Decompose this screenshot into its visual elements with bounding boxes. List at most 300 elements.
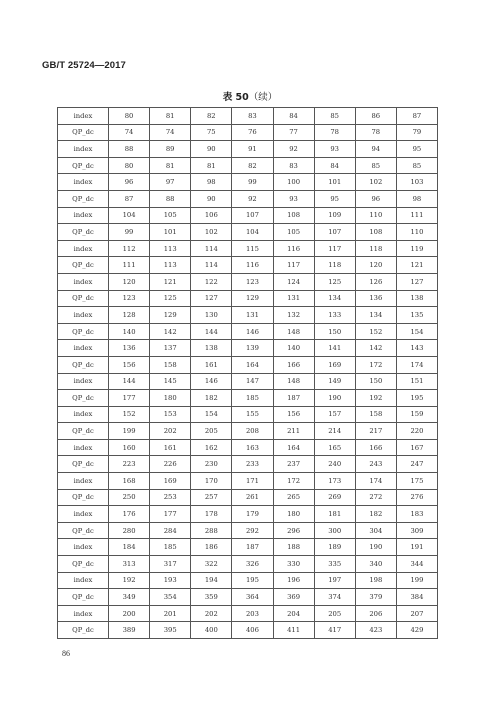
- table-cell: 125: [150, 290, 191, 307]
- table-cell: 138: [191, 340, 232, 357]
- table-cell: 180: [150, 390, 191, 407]
- table-cell: 240: [314, 456, 355, 473]
- table-cell: 193: [150, 572, 191, 589]
- table-cell: 191: [396, 539, 437, 556]
- table-cell: 230: [191, 456, 232, 473]
- row-label-cell: QP_dc: [58, 456, 109, 473]
- table-cell: 276: [396, 489, 437, 506]
- table-cell: 205: [314, 605, 355, 622]
- table-cell: 369: [273, 589, 314, 606]
- table-cell: 164: [273, 439, 314, 456]
- table-cell: 133: [314, 307, 355, 324]
- table-cell: 99: [109, 224, 150, 241]
- table-cell: 220: [396, 423, 437, 440]
- table-cell: 85: [396, 157, 437, 174]
- table-cell: 146: [191, 373, 232, 390]
- table-cell: 147: [232, 373, 273, 390]
- table-cell: 118: [355, 240, 396, 257]
- table-cell: 166: [273, 356, 314, 373]
- table-cell: 207: [396, 605, 437, 622]
- table-cell: 384: [396, 589, 437, 606]
- table-cell: 78: [314, 124, 355, 141]
- row-label-cell: index: [58, 108, 109, 125]
- table-cell: 140: [109, 323, 150, 340]
- table-cell: 116: [232, 257, 273, 274]
- table-cell: 158: [150, 356, 191, 373]
- table-cell: 141: [314, 340, 355, 357]
- table-cell: 335: [314, 556, 355, 573]
- table-row: [58, 589, 438, 606]
- table-cell: 126: [355, 273, 396, 290]
- table-cell: 131: [273, 290, 314, 307]
- row-label-cell: index: [58, 373, 109, 390]
- table-cell: 423: [355, 622, 396, 639]
- table-cell: 155: [232, 406, 273, 423]
- table-row: [58, 124, 438, 141]
- row-label-cell: index: [58, 605, 109, 622]
- row-label-cell: QP_dc: [58, 622, 109, 639]
- table-cell: 90: [191, 141, 232, 158]
- table-cell: 146: [232, 323, 273, 340]
- row-label-cell: QP_dc: [58, 257, 109, 274]
- table-row: [58, 439, 438, 456]
- table-cell: 85: [355, 157, 396, 174]
- table-cell: 309: [396, 522, 437, 539]
- table-cell: 106: [191, 207, 232, 224]
- table-cell: 253: [150, 489, 191, 506]
- table-cell: 110: [355, 207, 396, 224]
- table-cell: 187: [232, 539, 273, 556]
- table-row: [58, 207, 438, 224]
- table-cell: 111: [109, 257, 150, 274]
- table-cell: 208: [232, 423, 273, 440]
- table-cell: 76: [232, 124, 273, 141]
- table-cell: 197: [314, 572, 355, 589]
- table-cell: 150: [314, 323, 355, 340]
- table-cell: 108: [273, 207, 314, 224]
- table-cell: 284: [150, 522, 191, 539]
- table-cell: 145: [150, 373, 191, 390]
- table-cell: 214: [314, 423, 355, 440]
- table-row: [58, 622, 438, 639]
- table-cell: 116: [273, 240, 314, 257]
- table-row: [58, 240, 438, 257]
- table-cell: 107: [232, 207, 273, 224]
- table-cell: 111: [396, 207, 437, 224]
- table-cell: 233: [232, 456, 273, 473]
- table-cell: 119: [396, 240, 437, 257]
- table-cell: 95: [314, 190, 355, 207]
- table-cell: 237: [273, 456, 314, 473]
- table-cell: 101: [150, 224, 191, 241]
- table-cell: 187: [273, 390, 314, 407]
- table-cell: 178: [191, 506, 232, 523]
- table-cell: 82: [191, 108, 232, 125]
- table-cell: 163: [232, 439, 273, 456]
- table-cell: 108: [355, 224, 396, 241]
- table-row: [58, 323, 438, 340]
- table-cell: 429: [396, 622, 437, 639]
- table-cell: 195: [232, 572, 273, 589]
- table-cell: 171: [232, 473, 273, 490]
- table-cell: 167: [396, 439, 437, 456]
- row-label-cell: index: [58, 174, 109, 191]
- table-cell: 144: [191, 323, 232, 340]
- table-cell: 322: [191, 556, 232, 573]
- row-label-cell: QP_dc: [58, 157, 109, 174]
- table-cell: 104: [109, 207, 150, 224]
- table-cell: 80: [109, 108, 150, 125]
- table-cell: 152: [355, 323, 396, 340]
- table-row: [58, 190, 438, 207]
- table-cell: 192: [109, 572, 150, 589]
- table-row: [58, 273, 438, 290]
- table-cell: 190: [355, 539, 396, 556]
- table-cell: 102: [355, 174, 396, 191]
- table-cell: 203: [232, 605, 273, 622]
- table-cell: 172: [355, 356, 396, 373]
- table-cell: 125: [314, 273, 355, 290]
- table-cell: 89: [150, 141, 191, 158]
- row-label-cell: index: [58, 207, 109, 224]
- table-cell: 265: [273, 489, 314, 506]
- table-row: [58, 572, 438, 589]
- table-cell: 123: [109, 290, 150, 307]
- table-cell: 117: [314, 240, 355, 257]
- table-cell: 161: [150, 439, 191, 456]
- table-cell: 180: [273, 506, 314, 523]
- table-cell: 75: [191, 124, 232, 141]
- table-cell: 113: [150, 257, 191, 274]
- table-cell: 217: [355, 423, 396, 440]
- row-label-cell: QP_dc: [58, 556, 109, 573]
- table-cell: 344: [396, 556, 437, 573]
- table-cell: 105: [150, 207, 191, 224]
- table-cell: 98: [191, 174, 232, 191]
- table-cell: 83: [273, 157, 314, 174]
- table-cell: 166: [355, 439, 396, 456]
- row-label-cell: index: [58, 340, 109, 357]
- table-cell: 81: [191, 157, 232, 174]
- table-cell: 272: [355, 489, 396, 506]
- table-cell: 185: [150, 539, 191, 556]
- table-cell: 135: [396, 307, 437, 324]
- table-row: [58, 605, 438, 622]
- table-cell: 182: [191, 390, 232, 407]
- table-cell: 154: [191, 406, 232, 423]
- table-cell: 181: [314, 506, 355, 523]
- table-cell: 172: [273, 473, 314, 490]
- table-cell: 99: [232, 174, 273, 191]
- table-body: [58, 108, 438, 639]
- table-cell: 364: [232, 589, 273, 606]
- row-label-cell: index: [58, 473, 109, 490]
- table-cell: 185: [232, 390, 273, 407]
- row-label-cell: QP_dc: [58, 290, 109, 307]
- table-cell: 113: [150, 240, 191, 257]
- table-cell: 190: [314, 390, 355, 407]
- table-title: [0, 89, 500, 103]
- table-cell: 124: [273, 273, 314, 290]
- table-cell: 243: [355, 456, 396, 473]
- table-cell: 151: [396, 373, 437, 390]
- table-cell: 114: [191, 257, 232, 274]
- table-cell: 127: [396, 273, 437, 290]
- table-row: [58, 390, 438, 407]
- table-cell: 80: [109, 157, 150, 174]
- table-cell: 288: [191, 522, 232, 539]
- table-row: [58, 141, 438, 158]
- table-cell: 117: [273, 257, 314, 274]
- table-cell: 174: [355, 473, 396, 490]
- table-cell: 143: [396, 340, 437, 357]
- table-cell: 250: [109, 489, 150, 506]
- table-cell: 176: [109, 506, 150, 523]
- table-cell: 269: [314, 489, 355, 506]
- table-cell: 280: [109, 522, 150, 539]
- row-label-cell: QP_dc: [58, 190, 109, 207]
- table-row: [58, 307, 438, 324]
- table-cell: 164: [232, 356, 273, 373]
- table-cell: 121: [396, 257, 437, 274]
- table-cell: 136: [109, 340, 150, 357]
- table-cell: 194: [191, 572, 232, 589]
- table-row: [58, 373, 438, 390]
- table-cell: 158: [355, 406, 396, 423]
- table-cell: 179: [232, 506, 273, 523]
- table-cell: 199: [109, 423, 150, 440]
- table-cell: 304: [355, 522, 396, 539]
- table-cell: 139: [232, 340, 273, 357]
- table-row: [58, 489, 438, 506]
- table-cell: 326: [232, 556, 273, 573]
- table-row: [58, 224, 438, 241]
- table-cell: 100: [273, 174, 314, 191]
- table-cell: 138: [396, 290, 437, 307]
- row-label-cell: QP_dc: [58, 124, 109, 141]
- table-cell: 98: [396, 190, 437, 207]
- table-cell: 87: [109, 190, 150, 207]
- table-cell: 130: [191, 307, 232, 324]
- row-label-cell: index: [58, 572, 109, 589]
- table-cell: 417: [314, 622, 355, 639]
- table-cell: 134: [314, 290, 355, 307]
- page-number: 86: [62, 649, 70, 658]
- table-cell: 400: [191, 622, 232, 639]
- table-cell: 313: [109, 556, 150, 573]
- table-cell: 96: [109, 174, 150, 191]
- table-cell: 177: [150, 506, 191, 523]
- table-row: [58, 556, 438, 573]
- table-row: [58, 356, 438, 373]
- table-cell: 148: [273, 373, 314, 390]
- table-row: [58, 406, 438, 423]
- table-cell: 88: [150, 190, 191, 207]
- table-cell: 395: [150, 622, 191, 639]
- table-cell: 142: [355, 340, 396, 357]
- table-cell: 84: [273, 108, 314, 125]
- table-cell: 340: [355, 556, 396, 573]
- table-cell: 92: [273, 141, 314, 158]
- table-cell: 154: [396, 323, 437, 340]
- table-cell: 122: [191, 273, 232, 290]
- table-cell: 128: [109, 307, 150, 324]
- table-cell: 112: [109, 240, 150, 257]
- table-row: [58, 174, 438, 191]
- table-row: [58, 157, 438, 174]
- table-cell: 198: [355, 572, 396, 589]
- table-cell: 226: [150, 456, 191, 473]
- table-cell: 91: [232, 141, 273, 158]
- table-cell: 95: [396, 141, 437, 158]
- table-cell: 202: [150, 423, 191, 440]
- table-cell: 118: [314, 257, 355, 274]
- table-cell: 317: [150, 556, 191, 573]
- table-cell: 205: [191, 423, 232, 440]
- table-cell: 359: [191, 589, 232, 606]
- table-cell: 134: [355, 307, 396, 324]
- table-cell: 189: [314, 539, 355, 556]
- table-cell: 169: [314, 356, 355, 373]
- table-cell: 87: [396, 108, 437, 125]
- row-label-cell: index: [58, 307, 109, 324]
- table-cell: 196: [273, 572, 314, 589]
- table-cell: 182: [355, 506, 396, 523]
- table-cell: 330: [273, 556, 314, 573]
- table-cell: 296: [273, 522, 314, 539]
- table-row: [58, 539, 438, 556]
- table-cell: 81: [150, 157, 191, 174]
- table-cell: 114: [191, 240, 232, 257]
- table-cell: 150: [355, 373, 396, 390]
- row-label-cell: index: [58, 273, 109, 290]
- table-cell: 74: [150, 124, 191, 141]
- table-title-suffix: （续）: [248, 92, 278, 103]
- table-row: [58, 506, 438, 523]
- table-cell: 78: [355, 124, 396, 141]
- table-cell: 349: [109, 589, 150, 606]
- table-cell: 165: [314, 439, 355, 456]
- row-label-cell: index: [58, 506, 109, 523]
- table-cell: 173: [314, 473, 355, 490]
- table-cell: 77: [273, 124, 314, 141]
- table-cell: 105: [273, 224, 314, 241]
- table-cell: 81: [150, 108, 191, 125]
- table-cell: 83: [232, 108, 273, 125]
- table-cell: 115: [232, 240, 273, 257]
- table-cell: 177: [109, 390, 150, 407]
- table-cell: 257: [191, 489, 232, 506]
- row-label-cell: QP_dc: [58, 224, 109, 241]
- row-label-cell: index: [58, 539, 109, 556]
- table-cell: 86: [355, 108, 396, 125]
- table-cell: 374: [314, 589, 355, 606]
- table-cell: 123: [232, 273, 273, 290]
- table-cell: 202: [191, 605, 232, 622]
- table-row: [58, 108, 438, 125]
- table-cell: 142: [150, 323, 191, 340]
- table-cell: 186: [191, 539, 232, 556]
- table-cell: 354: [150, 589, 191, 606]
- table-cell: 152: [109, 406, 150, 423]
- table-cell: 261: [232, 489, 273, 506]
- table-cell: 195: [396, 390, 437, 407]
- table-cell: 109: [314, 207, 355, 224]
- table-cell: 199: [396, 572, 437, 589]
- table-cell: 156: [273, 406, 314, 423]
- row-label-cell: QP_dc: [58, 323, 109, 340]
- table-cell: 132: [273, 307, 314, 324]
- qp-dc-table: [57, 107, 438, 639]
- table-cell: 131: [232, 307, 273, 324]
- table-cell: 153: [150, 406, 191, 423]
- table-cell: 110: [396, 224, 437, 241]
- table-cell: 292: [232, 522, 273, 539]
- table-cell: 162: [191, 439, 232, 456]
- table-cell: 204: [273, 605, 314, 622]
- row-label-cell: index: [58, 240, 109, 257]
- table-cell: 120: [109, 273, 150, 290]
- table-cell: 411: [273, 622, 314, 639]
- table-cell: 300: [314, 522, 355, 539]
- table-cell: 175: [396, 473, 437, 490]
- row-label-cell: index: [58, 141, 109, 158]
- table-cell: 107: [314, 224, 355, 241]
- table-cell: 74: [109, 124, 150, 141]
- table-row: [58, 456, 438, 473]
- table-cell: 127: [191, 290, 232, 307]
- table-cell: 184: [109, 539, 150, 556]
- table-cell: 379: [355, 589, 396, 606]
- table-cell: 121: [150, 273, 191, 290]
- table-cell: 88: [109, 141, 150, 158]
- table-row: [58, 473, 438, 490]
- table-cell: 200: [109, 605, 150, 622]
- table-row: [58, 257, 438, 274]
- table-cell: 129: [232, 290, 273, 307]
- row-label-cell: QP_dc: [58, 489, 109, 506]
- table-cell: 104: [232, 224, 273, 241]
- table-cell: 85: [314, 108, 355, 125]
- table-cell: 149: [314, 373, 355, 390]
- table-cell: 156: [109, 356, 150, 373]
- table-cell: 129: [150, 307, 191, 324]
- table-cell: 92: [232, 190, 273, 207]
- table-cell: 174: [396, 356, 437, 373]
- table-cell: 161: [191, 356, 232, 373]
- table-cell: 206: [355, 605, 396, 622]
- table-cell: 102: [191, 224, 232, 241]
- table-cell: 389: [109, 622, 150, 639]
- table-cell: 183: [396, 506, 437, 523]
- table-cell: 94: [355, 141, 396, 158]
- table-cell: 84: [314, 157, 355, 174]
- table-cell: 169: [150, 473, 191, 490]
- table-cell: 157: [314, 406, 355, 423]
- table-cell: 140: [273, 340, 314, 357]
- table-cell: 79: [396, 124, 437, 141]
- table-cell: 211: [273, 423, 314, 440]
- row-label-cell: QP_dc: [58, 356, 109, 373]
- table-cell: 136: [355, 290, 396, 307]
- row-label-cell: QP_dc: [58, 522, 109, 539]
- row-label-cell: QP_dc: [58, 423, 109, 440]
- table-cell: 170: [191, 473, 232, 490]
- table-row: [58, 340, 438, 357]
- standard-code: GB/T 25724—2017: [42, 60, 126, 71]
- row-label-cell: QP_dc: [58, 589, 109, 606]
- table-cell: 137: [150, 340, 191, 357]
